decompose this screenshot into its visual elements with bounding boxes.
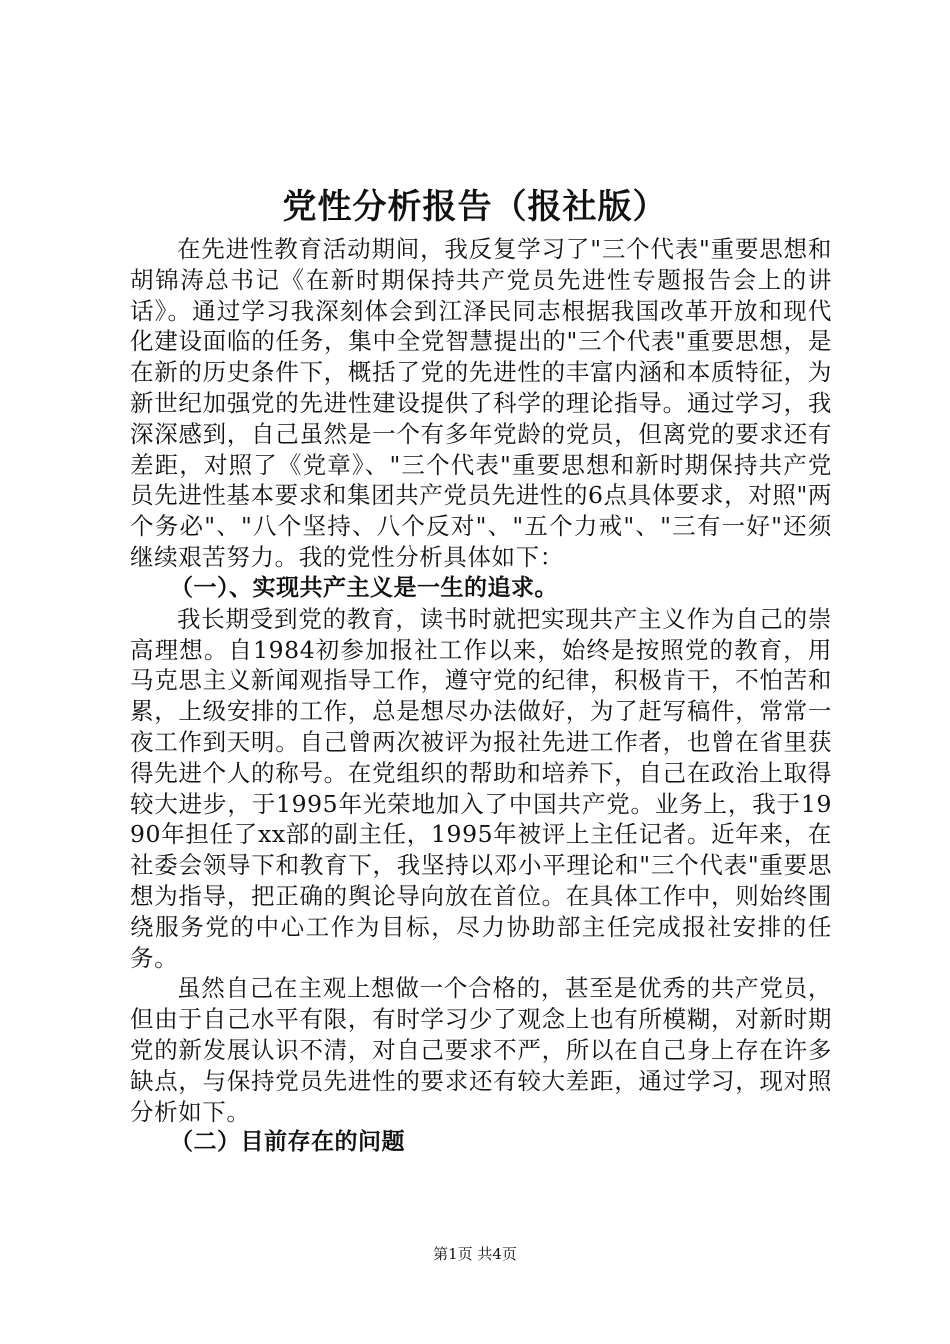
section-heading-2: （二）目前存在的问题 [170,1129,405,1156]
section-1-paragraph-2: 虽然自己在主观上想做一个合格的，甚至是优秀的共产党员，但由于自己水平有限，有时学习少了观念上也有所模糊，对新时期党的新发展认识不清，对自己要求不严，所以在自己身上存在许多缺点，与保持党员先进性的要求还有较大差距，通过学习，现对照分析如下。 [130,974,832,1126]
document-title: 党性分析报告（报社版） [282,187,668,227]
document-body [130,234,832,1158]
section-heading-1: （一）、实现共产主义是一生的追求。 [170,574,558,601]
page-footer: 第1页 共4页 [433,1245,517,1263]
section-1-paragraph: 我长期受到党的教育，读书时就把实现共产主义作为自己的崇高理想。自1984初参加报社工作以来，始终是按照党的教育，用马克思主义新闻观指导工作，遵守党的纪律，积极肯干，不怕苦和累，上级安排的工作，总是想尽办法做好，为了赶写稿件，常常一夜工作到天明。自己曾两次被评为报社先进工作者，也曾在省里获得先进个人的称号。在党组织的帮助和培养下，自己在政治上取得较大进步，于1995年光荣地加入了中国共产党。业务上，我于1990年担任了xx部的副主任，1995年被评上主任记者。近年来，在社委会领导下和教育下，我坚持以邓小平理论和"三个代表"重要思想为指导，把正确的舆论导向放在首位。在具体工作中，则始终围绕服务党的中心工作为目标，尽力协助部主任完成报社安排的任务。 [130,604,832,972]
intro-paragraph: 在先进性教育活动期间，我反复学习了"三个代表"重要思想和胡锦涛总书记《在新时期保持共产党员先进性专题报告会上的讲话》。通过学习我深刻体会到江泽民同志根据我国改革开放和现代化建设面临的任务，集中全党智慧提出的"三个代表"重要思想，是在新的历史条件下，概括了党的先进性的丰富内涵和本质特征，为新世纪加强党的先进性建设提供了科学的理论指导。通过学习，我深深感到，自己虽然是一个有多年党龄的党员，但离党的要求还有差距，对照了《党章》、"三个代表"重要思想和新时期保持共产党员先进性基本要求和集团共产党员先进性的6点具体要求，对照"两个务必"、"八个坚持、八个反对"、"五个力戒"、"三有一好"还须继续艰苦努力。我的党性分析具体如下： [130,235,832,571]
